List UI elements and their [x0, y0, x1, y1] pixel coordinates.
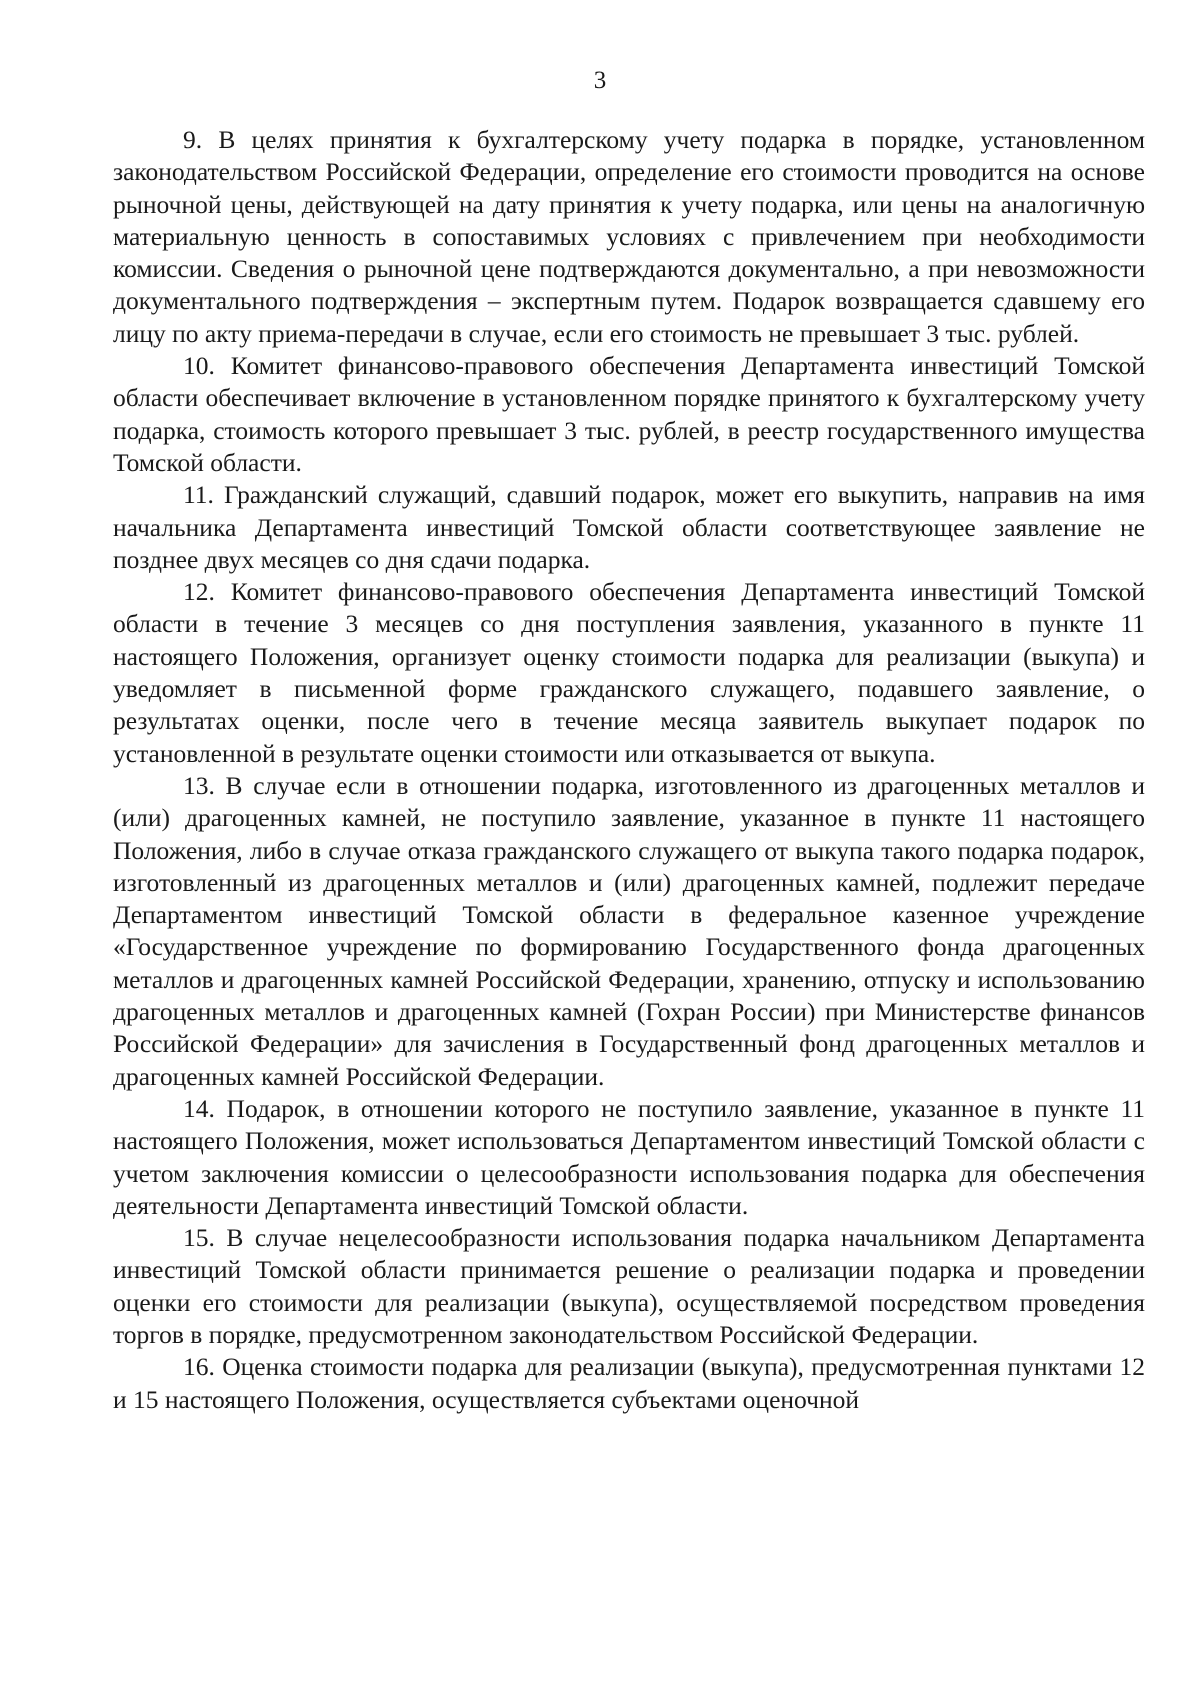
paragraph-15: 15. В случае нецелесообразности использования подарка начальником Департамента инвестиций Томской области принимается решение о реализации подарка и проведении оценки его стоимости для реализации (выкупа), осуществляемой посредством проведения торгов в порядке, предусмотренном законодательством Российской Федерации.	[113, 1223, 1145, 1349]
paragraph-14: 14. Подарок, в отношении которого не поступило заявление, указанное в пункте 11 настоящего Положения, может использоваться Департаментом инвестиций Томской области с учетом заключения комиссии о целесообразности использования подарка для обеспечения деятельности Департамента инвестиций Томской области.	[113, 1093, 1145, 1220]
paragraph-9: 9. В целях принятия к бухгалтерскому учету подарка в порядке, установленном законодательством Российской Федерации, определение его стоимости проводится на основе рыночной цены, действующей на дату принятия к учету подарка, или цены на аналогичную материальную ценность в сопоставимых условиях с привлечением при необходимости комиссии. Сведения о рыночной цене подтверждаются документально, а при невозможности документального подтверждения – экспертным путем. Подарок возвращается сдавшему его лицу по акту приема-передачи в случае, если его стоимость не превышает 3 тыс. рублей.	[113, 125, 1145, 348]
paragraph-16: 16. Оценка стоимости подарка для реализации (выкупа), предусмотренная пунктами 12 и 15 настоящего Положения, осуществляется субъектами оценочной	[113, 1352, 1145, 1414]
paragraph-13: 13. В случае если в отношении подарка, изготовленного из драгоценных металлов и (или) драгоценных камней, не поступило заявление, указанное в пункте 11 настоящего Положения, либо в случае отказа гражданского служащего от выкупа такого подарка подарок, изготовленный из драгоценных металлов и (или) драгоценных камней, подлежит передаче Департаментом инвестиций Томской области в федеральное казенное учреждение «Государственное учреждение по формированию Государственного фонда драгоценных металлов и драгоценных камней Российской Федерации, хранению, отпуску и использованию драгоценных металлов и драгоценных камней (Гохран России) при Министерстве финансов Российской Федерации» для зачисления в Государственный фонд драгоценных металлов и драгоценных камней Российской Федерации.	[113, 770, 1145, 1091]
paragraph-11: 11. Гражданский служащий, сдавший подарок, может его выкупить, направив на имя начальника Департамента инвестиций Томской области соответствующее заявление не позднее двух месяцев со дня сдачи подарка.	[113, 480, 1145, 574]
document-body	[113, 124, 1145, 1416]
paragraph-10: 10. Комитет финансово-правового обеспечения Департамента инвестиций Томской области обеспечивает включение в установленном порядке принятого к бухгалтерскому учету подарка, стоимость которого превышает 3 тыс. рублей, в реестр государственного имущества Томской области.	[113, 351, 1145, 477]
page-number: 3	[593, 67, 607, 94]
paragraph-12: 12. Комитет финансово-правового обеспечения Департамента инвестиций Томской области в течение 3 месяцев со дня поступления заявления, указанного в пункте 11 настоящего Положения, организует оценку стоимости подарка для реализации (выкупа) и уведомляет в письменной форме гражданского служащего, подавшего заявление, о результатах оценки, после чего в течение месяца заявитель выкупает подарок по установленной в результате оценки стоимости или отказывается от выкупа.	[113, 577, 1145, 768]
